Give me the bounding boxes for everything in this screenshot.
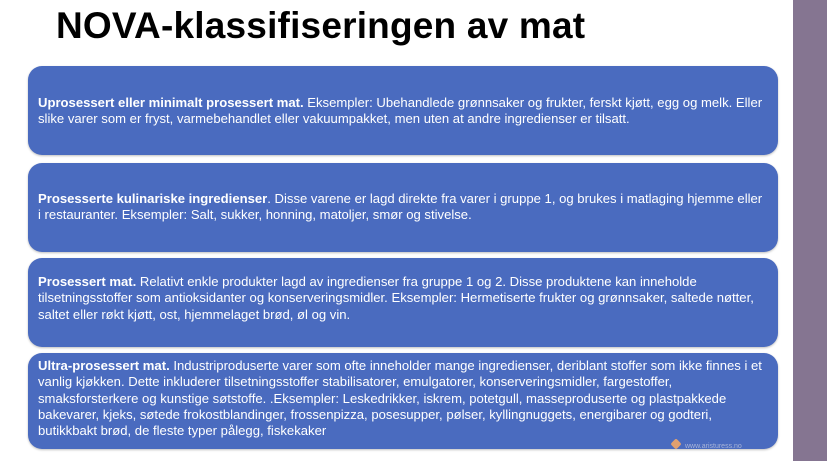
nova-group-4-card [28,353,778,449]
slide-title: NOVA-klassifiseringen av mat [56,5,586,46]
group-1-heading: Uprosessert eller minimalt prosessert mat. [38,95,304,110]
group-4-heading: Ultra-prosessert mat. [38,358,170,373]
group-3-heading: Prosessert mat. [38,274,137,289]
nova-group-3-card [28,258,778,347]
nova-group-2-card [28,163,778,252]
group-2-heading: Prosesserte kulinariske ingredienser [38,191,268,206]
group-2-description: . Disse varene er lagd direkte fra varer i gruppe 1, og brukes i matlaging hjemme eller i restauranter. Eksempler: Salt, sukker, honning, matoljer, smør og stivelse. [38,191,763,223]
group-3-description: Relativt enkle produkter lagd av ingredienser fra gruppe 1 og 2. Disse produktene kan inneholde tilsetningsstoffer som antioksidanter og konserveringsmidler. Eksempler: Hermetiserte frukter og grønnsaker, saltede nøtter, saltet eller røkt kjøtt, ost, hjemmelaget brød, øl og vin. [38,274,754,322]
group-1-description: Eksempler: Ubehandlede grønnsaker og frukter, ferskt kjøtt, egg og melk. Eller slike varer som er fryst, varmebehandlet eller vakuumpakket, men uten at andre ingredienser er tilsatt. [38,95,763,127]
footer-link[interactable]: www.aristuress.no [685,443,742,450]
nova-group-1-card [28,66,778,155]
right-edge-bar [793,0,827,461]
group-4-description: Industriproduserte varer som ofte inneholder mange ingredienser, deriblant stoffer som ikke finnes i et vanlig kjøkken. Dette inkluderer tilsetningsstoffer stabilisatorer, emulgatorer, konserveringsmidler, fargestoffer, smaksforsterkere og kunstige søtstoffe. .Eksempler: Leskedrikker, iskrem, potetgull, masseproduserte og plastpakkede bakevarer, kjeks, søtede frokostblandinger, frossenpizza, posesupper, pølser, kyllingnuggets, energibarer og godteri, butikkbakt brød, de fleste typer pålegg, fiskekaker [38,358,762,439]
